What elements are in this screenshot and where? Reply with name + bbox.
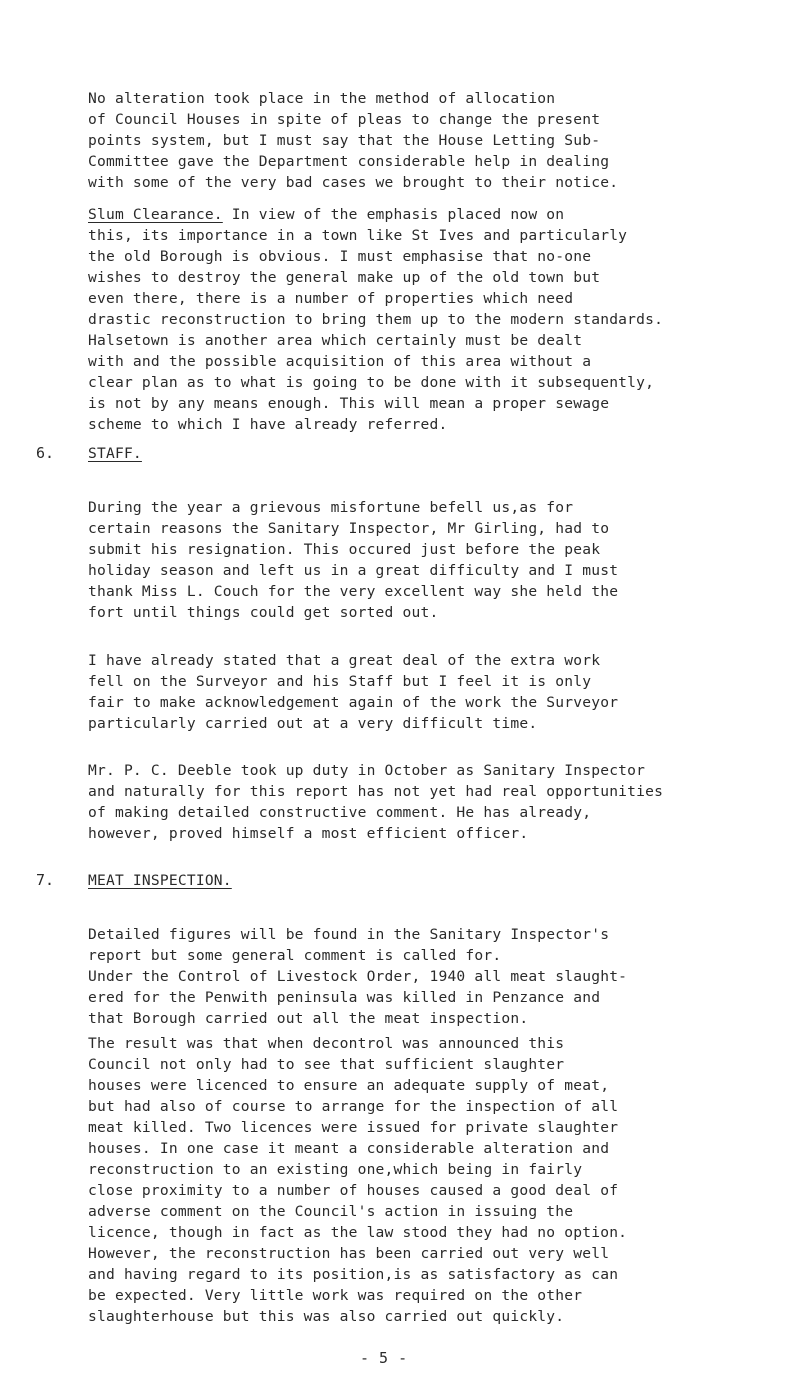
text-line: The result was that when decontrol was announced this	[88, 1035, 565, 1052]
text-line: report but some general comment is called for.	[88, 947, 502, 964]
text-line: thank Miss L. Couch for the very excellent way she held the	[88, 583, 619, 600]
text-fragment: In view of the emphasis placed now on	[222, 206, 565, 223]
text-line	[88, 204, 793, 225]
paragraph-staff-1	[88, 497, 793, 623]
text-line: wishes to destroy the general make up of the old town but	[88, 269, 601, 286]
text-line: is not by any means enough. This will mean a proper sewage	[88, 395, 610, 412]
text-line: I have already stated that a great deal of the extra work	[88, 652, 601, 669]
text-line: Under the Control of Livestock Order, 1940 all meat slaught-	[88, 968, 628, 985]
slum-clearance-heading: Slum Clearance.	[88, 206, 223, 223]
text-line: particularly carried out at a very difficult time.	[88, 715, 538, 732]
page-number: - 5 -	[360, 1349, 408, 1367]
text-line: this, its importance in a town like St Ives and particularly	[88, 227, 628, 244]
text-line: reconstruction to an existing one,which being in fairly	[88, 1161, 583, 1178]
section-number-6: 6.	[36, 444, 55, 462]
paragraph-allocation	[88, 88, 793, 193]
text-line: meat killed. Two licences were issued for private slaughter	[88, 1119, 619, 1136]
text-line: houses. In one case it meant a considerable alteration and	[88, 1140, 610, 1157]
text-line: holiday season and left us in a great difficulty and I must	[88, 562, 619, 579]
text-line: however, proved himself a most efficient officer.	[88, 825, 529, 842]
section-number-7: 7.	[36, 871, 55, 889]
text-line: adverse comment on the Council's action in issuing the	[88, 1203, 574, 1220]
text-line: ered for the Penwith peninsula was killed in Penzance and	[88, 989, 601, 1006]
text-line: even there, there is a number of properties which need	[88, 290, 574, 307]
paragraph-slum-clearance	[88, 204, 793, 435]
text-line: houses were licenced to ensure an adequate supply of meat,	[88, 1077, 610, 1094]
text-line: but had also of course to arrange for the inspection of all	[88, 1098, 619, 1115]
text-line: scheme to which I have already referred.	[88, 416, 448, 433]
text-line: close proximity to a number of houses caused a good deal of	[88, 1182, 619, 1199]
text-line: certain reasons the Sanitary Inspector, Mr Girling, had to	[88, 520, 610, 537]
text-line: of Council Houses in spite of pleas to change the present	[88, 111, 601, 128]
text-line: of making detailed constructive comment. He has already,	[88, 804, 592, 821]
text-line: However, the reconstruction has been carried out very well	[88, 1245, 610, 1262]
text-line: Mr. P. C. Deeble took up duty in October as Sanitary Inspector	[88, 762, 646, 779]
text-line: that Borough carried out all the meat inspection.	[88, 1010, 529, 1027]
paragraph-staff-2	[88, 650, 793, 734]
text-line: slaughterhouse but this was also carried out quickly.	[88, 1308, 565, 1325]
text-line: drastic reconstruction to bring them up to the modern standards.	[88, 311, 664, 328]
text-line: with some of the very bad cases we brought to their notice.	[88, 174, 619, 191]
text-line: Detailed figures will be found in the Sanitary Inspector's	[88, 926, 610, 943]
text-line: During the year a grievous misfortune befell us,as for	[88, 499, 574, 516]
text-line: and having regard to its position,is as satisfactory as can	[88, 1266, 619, 1283]
text-line: fell on the Surveyor and his Staff but I feel it is only	[88, 673, 592, 690]
staff-heading: STAFF.	[88, 445, 142, 462]
text-line: clear plan as to what is going to be done with it subsequently,	[88, 374, 655, 391]
text-line: the old Borough is obvious. I must emphasise that no-one	[88, 248, 592, 265]
meat-inspection-heading: MEAT INSPECTION.	[88, 872, 232, 889]
paragraph-meat-1	[88, 924, 793, 1029]
text-line: licence, though in fact as the law stood they had no option.	[88, 1224, 628, 1241]
text-line: be expected. Very little work was required on the other	[88, 1287, 583, 1304]
paragraph-meat-2	[88, 1033, 793, 1327]
text-line: No alteration took place in the method of allocation	[88, 90, 556, 107]
text-line: Halsetown is another area which certainly must be dealt	[88, 332, 583, 349]
text-line: and naturally for this report has not yet had real opportunities	[88, 783, 664, 800]
text-line: fort until things could get sorted out.	[88, 604, 439, 621]
text-line: fair to make acknowledgement again of the work the Surveyor	[88, 694, 619, 711]
text-line: Council not only had to see that sufficient slaughter	[88, 1056, 565, 1073]
text-line: submit his resignation. This occured just before the peak	[88, 541, 601, 558]
text-line: Committee gave the Department considerable help in dealing	[88, 153, 610, 170]
text-line: with and the possible acquisition of this area without a	[88, 353, 592, 370]
text-line: points system, but I must say that the House Letting Sub-	[88, 132, 601, 149]
paragraph-staff-3	[88, 760, 793, 844]
